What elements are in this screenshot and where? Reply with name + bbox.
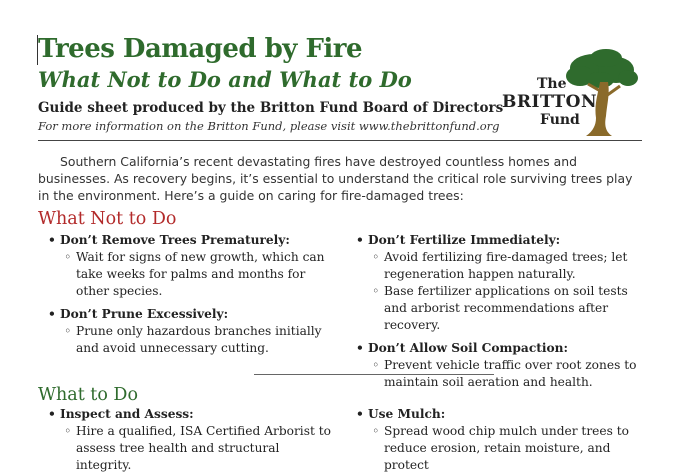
list-item <box>354 340 644 357</box>
logo-text-fund: Fund <box>540 112 580 128</box>
item-title: Don’t Fertilize Immediately: <box>368 233 561 247</box>
what-to-do-heading: What to Do <box>38 385 138 405</box>
subitem-text: Prevent vehicle traffic over root zones to maintain soil aeration and health. <box>384 358 637 389</box>
section-divider <box>254 374 494 375</box>
logo-text-the: The <box>537 76 567 92</box>
what-not-right-column <box>354 232 644 391</box>
page-title: Trees Damaged by Fire <box>38 34 363 64</box>
list-item <box>354 232 644 249</box>
logo-text-britton: BRITTON <box>502 92 597 112</box>
what-not-left-column <box>46 232 336 357</box>
subitem-text: Wait for signs of new growth, which can take weeks for palms and months for other species. <box>76 250 325 298</box>
britton-fund-logo <box>496 48 644 138</box>
intro-paragraph: Southern California’s recent devastating fires have destroyed countless homes and businesses. As recovery begins, it’s essential to understand the critical role surviving trees play in the environment. Here’s a guide on caring for fire-damaged trees: <box>38 154 633 203</box>
subitem-text: Base fertilizer applications on soil tests and arborist recommendations after recovery. <box>384 284 628 332</box>
list-subitem <box>46 423 336 474</box>
what-not-to-do-heading: What Not to Do <box>38 209 177 229</box>
list-item <box>46 406 336 423</box>
what-to-left-column <box>46 406 336 474</box>
subitem-text: Prune only hazardous branches initially and avoid unnecessary cutting. <box>76 324 322 355</box>
list-item <box>46 306 336 323</box>
page-subtitle: What Not to Do and What to Do <box>38 67 412 92</box>
what-to-right-column <box>354 406 644 474</box>
more-info-line: For more information on the Britton Fund, please visit www.thebrittonfund.org <box>38 119 500 133</box>
list-item <box>354 406 644 423</box>
item-title: Don’t Remove Trees Prematurely: <box>60 233 290 247</box>
item-title: Don’t Prune Excessively: <box>60 307 229 321</box>
item-title: Use Mulch: <box>368 407 446 421</box>
list-subitem <box>354 249 644 283</box>
list-subitem <box>354 283 644 334</box>
list-item <box>46 232 336 249</box>
list-subitem <box>46 249 336 300</box>
item-title: Don’t Allow Soil Compaction: <box>368 341 568 355</box>
list-subitem <box>46 323 336 357</box>
subitem-text: Avoid fertilizing fire-damaged trees; let regeneration happen naturally. <box>384 250 628 281</box>
header-divider <box>38 140 642 141</box>
subitem-text: Spread wood chip mulch under trees to reduce erosion, retain moisture, and protect <box>384 424 629 472</box>
subitem-text: Hire a qualified, ISA Certified Arborist to assess tree health and structural integrity. <box>76 424 331 472</box>
list-subitem <box>354 423 644 474</box>
guide-sheet-line: Guide sheet produced by the Britton Fund Board of Directors <box>38 100 504 116</box>
item-title: Inspect and Assess: <box>60 407 194 421</box>
